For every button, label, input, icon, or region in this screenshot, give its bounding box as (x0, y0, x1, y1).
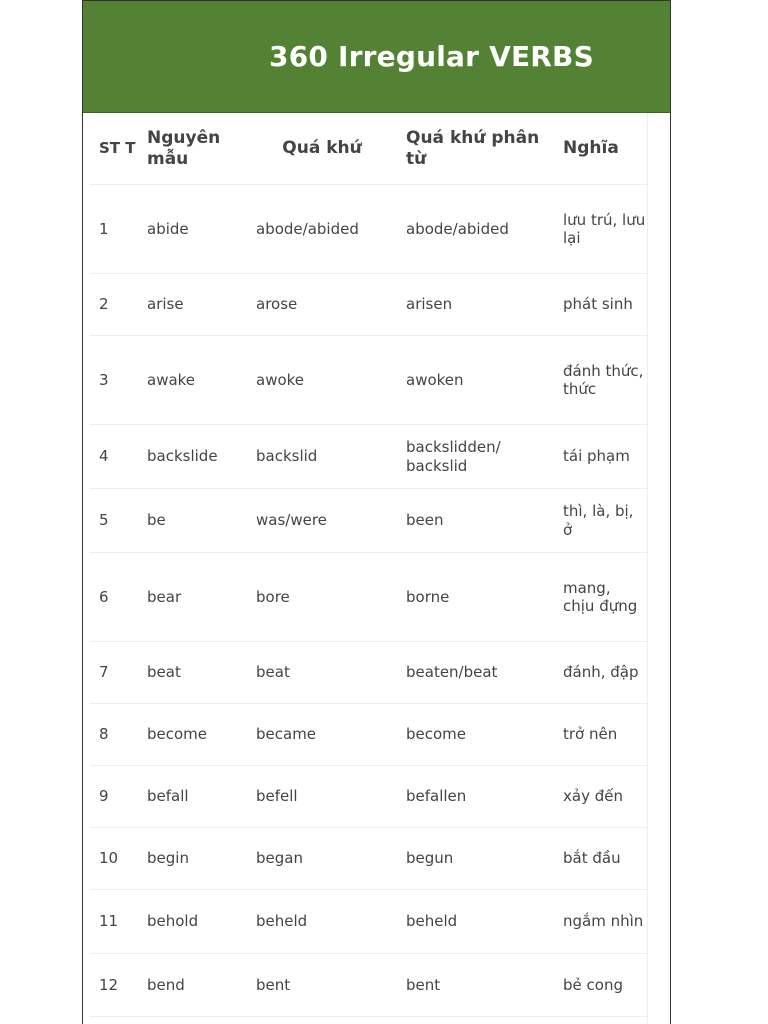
past-participle: bent (397, 954, 554, 1017)
past-participle: abode/abided (397, 185, 554, 274)
row-number: 1 (90, 185, 138, 274)
past-form: became (247, 704, 397, 766)
meaning (554, 1017, 647, 1024)
row-number: 3 (90, 336, 138, 425)
base-form: behold (138, 890, 247, 954)
table-row (90, 185, 647, 274)
row-number (90, 1017, 138, 1024)
row-number: 8 (90, 704, 138, 766)
table-row (90, 642, 647, 704)
past-form: bore (247, 553, 397, 642)
base-form: awake (138, 336, 247, 425)
base-form: begin (138, 828, 247, 890)
page-frame (82, 0, 671, 1024)
base-form: beat (138, 642, 247, 704)
meaning: phát sinh (554, 274, 647, 336)
meaning: ngắm nhìn (554, 890, 647, 954)
base-form: become (138, 704, 247, 766)
table-row (90, 890, 647, 954)
header-stt: ST T (99, 139, 136, 157)
meaning: mang, chịu đựng (554, 553, 647, 642)
past-participle: awoken (397, 336, 554, 425)
base-form: backslide (138, 425, 247, 489)
row-number: 10 (90, 828, 138, 890)
base-form: bear (138, 553, 247, 642)
base-form: befall (138, 766, 247, 828)
page-title: 360 Irregular VERBS (269, 40, 594, 73)
header-meaning: Nghĩa (554, 113, 647, 185)
past-participle: beheld (397, 890, 554, 954)
table-row (90, 336, 647, 425)
row-number: 11 (90, 890, 138, 954)
table-row (90, 553, 647, 642)
base-form: arise (138, 274, 247, 336)
past-participle: been (397, 489, 554, 553)
base-form: be (138, 489, 247, 553)
row-number: 12 (90, 954, 138, 1017)
base-form: bend (138, 954, 247, 1017)
past-form: bent (247, 954, 397, 1017)
row-number: 9 (90, 766, 138, 828)
past-participle: borne (397, 553, 554, 642)
meaning: bắt đầu (554, 828, 647, 890)
past-form: was/were (247, 489, 397, 553)
table-row (90, 954, 647, 1017)
past-participle: backslidden/ backslid (397, 425, 554, 489)
header-base-form: Nguyên mẫu (147, 127, 221, 169)
meaning: thì, là, bị, ở (554, 489, 647, 553)
meaning: đánh thức, thức (554, 336, 647, 425)
past-participle: arisen (397, 274, 554, 336)
header-past-participle: Quá khứ phân từ (406, 127, 540, 169)
title-banner (83, 0, 670, 113)
past-form: backslid (247, 425, 397, 489)
meaning: đánh, đập (554, 642, 647, 704)
past-form: awoke (247, 336, 397, 425)
past-participle: beaten/beat (397, 642, 554, 704)
meaning: xảy đến (554, 766, 647, 828)
row-number: 6 (90, 553, 138, 642)
row-number: 2 (90, 274, 138, 336)
table-header-row (90, 113, 647, 185)
meaning: lưu trú, lưu lại (554, 185, 647, 274)
base-form (138, 1017, 247, 1024)
header-past: Quá khứ (282, 138, 362, 158)
past-form: began (247, 828, 397, 890)
row-number: 4 (90, 425, 138, 489)
past-form: arose (247, 274, 397, 336)
table-row (90, 425, 647, 489)
past-participle: befallen (397, 766, 554, 828)
row-number: 7 (90, 642, 138, 704)
past-participle (397, 1017, 554, 1024)
past-participle: begun (397, 828, 554, 890)
base-form: abide (138, 185, 247, 274)
table-row (90, 828, 647, 890)
irregular-verbs-table (90, 113, 648, 1024)
past-participle: become (397, 704, 554, 766)
past-form: beat (247, 642, 397, 704)
meaning: bẻ cong (554, 954, 647, 1017)
past-form (247, 1017, 397, 1024)
table-row (90, 489, 647, 553)
row-number: 5 (90, 489, 138, 553)
past-form: beheld (247, 890, 397, 954)
table-row (90, 1017, 647, 1024)
past-form: befell (247, 766, 397, 828)
meaning: tái phạm (554, 425, 647, 489)
meaning: trở nên (554, 704, 647, 766)
table-row (90, 704, 647, 766)
past-form: abode/abided (247, 185, 397, 274)
table-row (90, 274, 647, 336)
table-row (90, 766, 647, 828)
